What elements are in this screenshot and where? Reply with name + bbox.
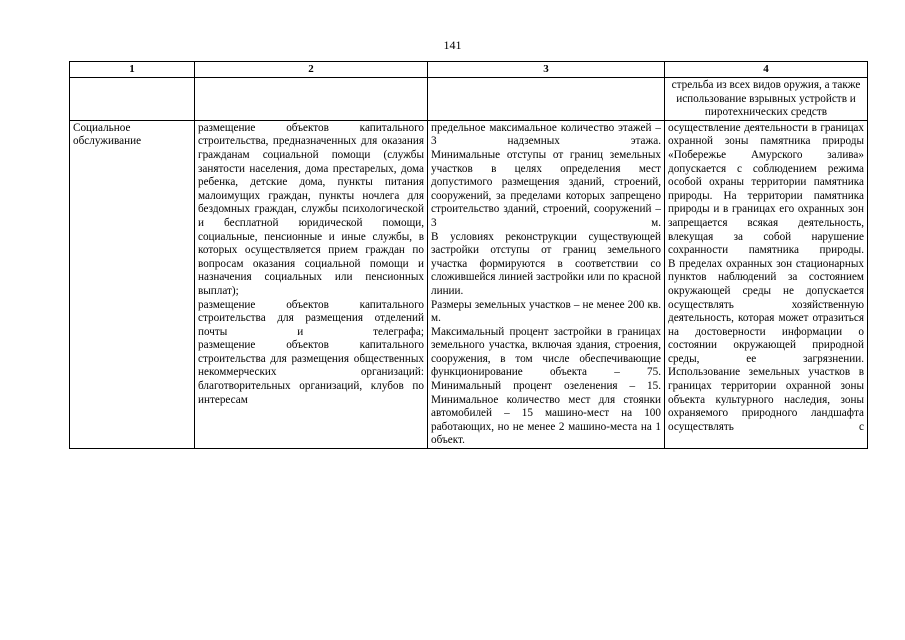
restriction-paragraph: В пределах охранных зон стационарных пунктов наблюдений за состоянием окружающей среды не допускается осуществлять хозяйственную деятельность, которая может отразиться на достоверности информации о состоянии окружающей природной среды, ее загрязнении. (668, 257, 864, 365)
cont-col-4-text: стрельба из всех видов оружия, а также использование взрывных устройств и пиротехнических средств (665, 78, 868, 121)
use-description-paragraph: размещение объектов капитального строительства, предназначенных для оказания гражданам социальной помощи (службы занятости населения, дома престарелых, дома ребенка, детские дома, пункты питания малоимущих граждан, пункты ночлега для бездомных граждан, службы психологической и бесплатной юридической помощи, социальные, пенсионные и иные службы, в которых осуществляется прием граждан по вопросам оказания социальной помощи и назначения социальных или пенсионных выплат); (198, 121, 424, 297)
restrictions-cell (665, 120, 868, 448)
restriction-paragraph: Использование земельных участков в границах территории охранной зоны объекта культурного наследия, зоны охраняемого природного ландшафта осуществлять с (668, 366, 864, 433)
parameter-paragraph: Минимальное количество мест для стоянки автомобилей – 15 машино-мест на 100 работающих, но не менее 2 машино-места на 1 объект. (431, 393, 661, 447)
use-description-paragraph: размещение объектов капитального строительства для размещения общественных некоммерческих организаций: благотворительных организаций, клубов по интересам (198, 339, 424, 406)
header-col-1: 1 (70, 62, 195, 78)
cont-col-1 (70, 78, 195, 121)
header-row (70, 62, 868, 78)
table-row (70, 120, 868, 448)
restriction-paragraph: осуществление деятельности в границах охранной зоны памятника природы «Побережье Амурского залива» допускается с соблюдением режима особой охраны территории памятника природы. На территории памятника природы и в границах его охранных зон запрещается всякая деятельность, влекущая за собой нарушение сохранности памятника природы. (668, 121, 864, 257)
header-col-3: 3 (428, 62, 665, 78)
use-type-cell (70, 120, 195, 448)
regulations-table (69, 61, 868, 449)
cont-col-2 (195, 78, 428, 121)
parameters-cell (428, 120, 665, 448)
use-description-cell (195, 120, 428, 448)
continuation-row (70, 78, 868, 121)
header-col-4: 4 (665, 62, 868, 78)
parameter-paragraph: Минимальный процент озеленения – 15. (431, 380, 661, 393)
parameter-paragraph: В условиях реконструкции существующей застройки отступы от границ земельного участка формируются в соответствии со сложившейся линией застройки или по красной линии. (431, 230, 661, 297)
page-number: 141 (443, 38, 462, 52)
use-type-name: Социальное обслуживание (73, 121, 142, 148)
parameter-paragraph: Максимальный процент застройки в границах земельного участка, включая здания, строения, сооружения, в том числе обеспечивающие функционирование объекта – 75. (431, 325, 661, 379)
use-description-paragraph: размещение объектов капитального строительства для размещения отделений почты и телеграфа; (198, 298, 424, 338)
parameter-paragraph: Размеры земельных участков – не менее 200 кв. м. (431, 298, 661, 325)
parameter-paragraph: Минимальные отступы от границ земельных участков в целях определения мест допустимого размещения зданий, строений, сооружений, за пределами которых запрещено строительство зданий, строений, сооружений – 3 м. (431, 148, 661, 229)
parameter-paragraph: предельное максимальное количество этажей – 3 надземных этажа. (431, 121, 661, 148)
cont-col-3 (428, 78, 665, 121)
header-col-2: 2 (195, 62, 428, 78)
